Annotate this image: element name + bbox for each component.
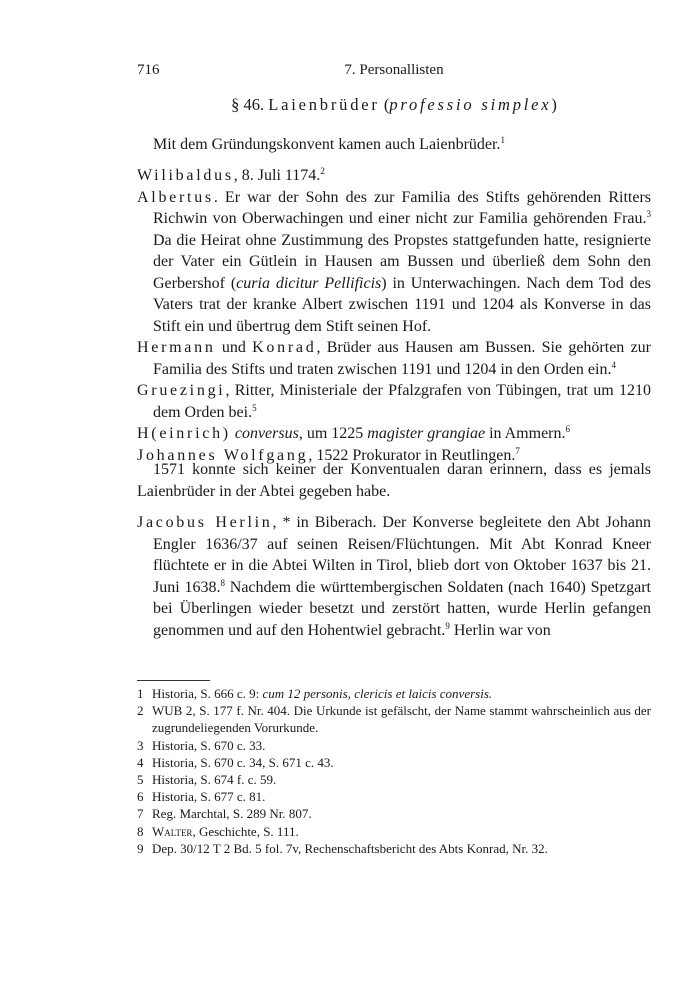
entry-name: Gruezingi: [137, 382, 226, 399]
intro-text: Mit dem Gründungskonvent kamen auch Laienbrüder.: [153, 136, 501, 153]
entry-albertus: [137, 187, 651, 338]
entry-text: , * in Biberach. Der Konverse begleitete den Abt Johann Engler 1636/37 auf seinen Reisen/Flüchtungen. Mit Abt Konrad Kneer flüchtete er in die Abtei Wilten in Tirol, blieb dort von Oktober 1637 bis 21. Juni 1638.: [153, 514, 651, 596]
footnote-9: [137, 840, 651, 857]
footnote-ref: 3: [646, 209, 651, 219]
entry-text: , Brüder aus Hausen am Bussen. Sie gehörten zur Familia des Stifts und traten zwischen 1191 und 1204 in den Orden ein.: [153, 339, 651, 378]
footnote-6: [137, 788, 651, 805]
entry-name: Hermann: [137, 339, 216, 356]
footnote-4: [137, 754, 651, 771]
entry-name: Jacobus Herlin: [137, 514, 273, 531]
footnote-text: Reg. Marchtal, S. 289 Nr. 807.: [152, 806, 312, 822]
footnote-number: 3: [137, 737, 144, 753]
entry-name: Wilibaldus: [137, 167, 234, 184]
entry-text: , 8. Juli 1174.: [233, 167, 321, 184]
footnote-ref: 5: [252, 402, 257, 413]
footnotes: [137, 685, 651, 857]
entry-italic: conversus: [234, 425, 299, 442]
footnote-1: [137, 685, 651, 702]
footnote-3: [137, 737, 651, 754]
section-title: Laienbrüder: [268, 95, 380, 114]
footnote-text: Historia, S. 674 f. c. 59.: [152, 772, 277, 788]
section-paren-close: ): [551, 95, 557, 114]
footnote-number: 5: [137, 772, 144, 788]
entry-text: ) in Unterwachingen. Nach dem Tod des Vaters trat der kranke Albert zwischen 1191 und 1204 als Konverse in das Stift ein und übertrug dem Stift seinen Hof.: [153, 274, 651, 335]
entry-gruezingi: [137, 380, 651, 423]
entry-text: Da die Heirat ohne Zustimmung des Propstes stattgefunden hatte, resignierte der Vater ein Gütlein in Hausen am Bussen und überließ dem Sohn den Gerbershof (: [153, 231, 651, 292]
footnote-8: [137, 823, 651, 840]
footnote-number: 9: [137, 840, 144, 856]
footnote-number: 6: [137, 789, 144, 805]
footnote-ref: 7: [515, 445, 520, 456]
page-number: 716: [137, 62, 160, 78]
footnote-number: 8: [137, 823, 144, 839]
section-paren-open: (: [383, 95, 390, 114]
running-head-title: 7. Personallisten: [344, 62, 444, 78]
entry-text: Herlin war von: [449, 621, 551, 639]
paragraph-1571: 1571 konnte sich keiner der Konventualen daran erinnern, dass es jemals Laienbrüder in der Abtei gegeben habe.: [137, 461, 651, 500]
footnote-7: [137, 805, 651, 822]
footnote-number: 4: [137, 754, 144, 770]
footnote-ref: 6: [565, 424, 570, 434]
footnote-ref: 1: [500, 135, 505, 145]
entry-heinrich: [137, 423, 651, 445]
footnote-author: Walter: [152, 823, 193, 839]
entry-name: H(einrich): [137, 425, 231, 442]
entry-text: Nachdem die württembergischen Soldaten (nach 1640) Spetzgart bei Überlingen wieder besetzt und zerstört hatten, wurde Herlin gefangen genommen und auf den Hohentwiel gebracht.: [153, 578, 651, 639]
footnote-text: WUB 2, S. 177 f. Nr. 404. Die Urkunde ist gefälscht, der Name stammt wahrscheinlich aus der zugrundeliegenden Vorurkunde.: [152, 703, 651, 736]
footnote-5: [137, 771, 651, 788]
footnote-text: , Geschichte, S. 111.: [192, 823, 299, 839]
footnote-ref: 2: [320, 166, 325, 176]
footnote-text: Historia, S. 670 c. 33.: [152, 737, 266, 753]
entry-hermann-konrad: [137, 337, 651, 380]
footnote-ref: 9: [445, 620, 450, 631]
footnote-text: Dep. 30/12 T 2 Bd. 5 fol. 7v, Rechenschaftsbericht des Abts Konrad, Nr. 32.: [152, 840, 548, 856]
entry-name: Johannes Wolfgang: [137, 446, 309, 464]
footnote-number: 1: [137, 686, 144, 701]
entry-jacobus: [137, 512, 651, 641]
footnote-text: Historia, S. 666 c. 9:: [152, 686, 263, 701]
entry-text: . Er war der Sohn des zur Familia des Stifts gehörenden Ritters Richwin von Oberwachingen und einer nicht zur Familia gehörenden Frau.: [153, 188, 651, 227]
footnote-text: Historia, S. 677 c. 81.: [152, 789, 266, 805]
entry-text: , um 1225: [298, 425, 368, 442]
footnote-number: 2: [137, 703, 144, 719]
section-subtitle: professio simplex: [389, 95, 552, 114]
footnote-divider: [137, 680, 210, 681]
entry-list: [137, 165, 651, 466]
footnote-italic: cum 12 personis, clericis et laicis conversis.: [262, 686, 493, 701]
footnote-ref: 4: [611, 359, 616, 370]
entry-name: Konrad: [252, 339, 317, 356]
footnote-2: [137, 702, 651, 736]
intro-paragraph: [137, 134, 651, 156]
entry-text: und: [215, 339, 253, 356]
entry-text: , Ritter, Ministeriale der Pfalzgrafen von Tübingen, trat um 1210 dem Orden bei.: [153, 382, 651, 421]
entry-name: Albertus: [137, 188, 214, 206]
footnote-text: Historia, S. 670 c. 34, S. 671 c. 43.: [152, 754, 334, 770]
section-heading: [137, 95, 651, 115]
entry-text: , 1522 Prokurator in Reutlingen.: [308, 446, 516, 464]
footnote-number: 7: [137, 806, 144, 822]
running-head: [137, 62, 651, 82]
entry-wilibaldus: [137, 165, 651, 187]
entry-italic: curia dicitur Pellificis: [236, 274, 382, 292]
entry-text: in Ammern.: [485, 425, 566, 442]
section-number: § 46.: [231, 95, 265, 114]
entry-italic: magister grangiae: [367, 425, 486, 442]
footnote-ref: 8: [220, 577, 225, 588]
